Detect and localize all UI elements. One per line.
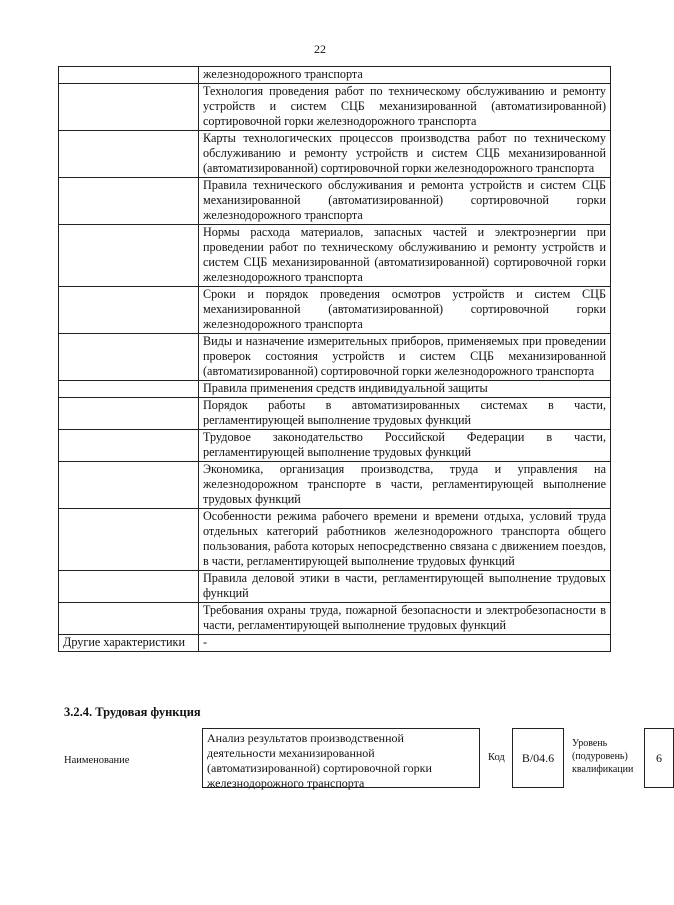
page-number: 22 bbox=[314, 42, 326, 56]
table-row bbox=[59, 462, 611, 509]
row-text-cell: Технология проведения работ по техническому обслуживанию и ремонту устройств и систем СЦБ механизированной (автоматизированной) сортировочной горки железнодорожного транспорта bbox=[199, 84, 611, 131]
row-text-cell: Порядок работы в автоматизированных системах в части, регламентирующей выполнение трудовых функций bbox=[199, 398, 611, 430]
row-text-cell: Виды и назначение измерительных приборов, применяемых при проведении проверок состояния устройств и систем СЦБ механизированной (автоматизированной) сортировочной горки железнодорожного транспорта bbox=[199, 334, 611, 381]
row-text-cell: железнодорожного транспорта bbox=[199, 67, 611, 84]
section-title: 3.2.4. Трудовая функция bbox=[64, 705, 201, 719]
row-text-cell: Требования охраны труда, пожарной безопасности и электробезопасности в части, регламентирующей выполнение трудовых функций bbox=[199, 603, 611, 635]
row-label-cell bbox=[59, 178, 199, 225]
table-row bbox=[59, 398, 611, 430]
function-code-box: В/04.6 bbox=[512, 728, 564, 788]
row-label-cell bbox=[59, 131, 199, 178]
row-label-cell bbox=[59, 381, 199, 398]
name-label: Наименование bbox=[64, 755, 130, 766]
row-label-cell bbox=[59, 84, 199, 131]
table-row bbox=[59, 225, 611, 287]
table-row bbox=[59, 381, 611, 398]
row-text-cell: Правила деловой этики в части, регламентирующей выполнение трудовых функций bbox=[199, 571, 611, 603]
row-label-cell bbox=[59, 509, 199, 571]
row-text-cell: Нормы расхода материалов, запасных частей и электроэнергии при проведении работ по техническому обслуживанию и ремонту устройств и систем СЦБ механизированной (автоматизированной) сортировочной горки железнодорожного транспорта bbox=[199, 225, 611, 287]
row-text-cell: Трудовое законодательство Российской Федерации в части, регламентирующей выполнение трудовых функций bbox=[199, 430, 611, 462]
qualification-level-box: 6 bbox=[644, 728, 674, 788]
row-text-cell: Правила технического обслуживания и ремонта устройств и систем СЦБ механизированной (автоматизированной) сортировочной горки железнодорожного транспорта bbox=[199, 178, 611, 225]
table-row bbox=[59, 178, 611, 225]
knowledge-table-container bbox=[58, 66, 611, 652]
row-label-cell bbox=[59, 287, 199, 334]
row-text-cell: Особенности режима рабочего времени и времени отдыха, условий труда отдельных категорий работников железнодорожного транспорта общего пользования, работа которых непосредственно связана с движением поездов, в части, регламентирующей выполнение трудовых функций bbox=[199, 509, 611, 571]
row-label-cell bbox=[59, 225, 199, 287]
knowledge-table-body bbox=[59, 67, 611, 652]
row-label-cell bbox=[59, 67, 199, 84]
table-row bbox=[59, 603, 611, 635]
table-row bbox=[59, 430, 611, 462]
knowledge-table bbox=[58, 66, 611, 652]
table-row bbox=[59, 131, 611, 178]
row-label-cell bbox=[59, 462, 199, 509]
table-row bbox=[59, 67, 611, 84]
row-label-cell: Другие характеристики bbox=[59, 635, 199, 652]
code-label: Код bbox=[488, 752, 505, 763]
table-row bbox=[59, 635, 611, 652]
table-row bbox=[59, 287, 611, 334]
table-row bbox=[59, 84, 611, 131]
table-row bbox=[59, 334, 611, 381]
qualification-level-label: Уровень (подуровень) квалификации bbox=[572, 738, 634, 775]
row-text-cell: - bbox=[199, 635, 611, 652]
row-label-cell bbox=[59, 430, 199, 462]
row-label-cell bbox=[59, 334, 199, 381]
row-text-cell: Экономика, организация производства, труда и управления на железнодорожном транспорте в части, регламентирующей выполнение трудовых функций bbox=[199, 462, 611, 509]
row-text-cell: Карты технологических процессов производства работ по техническому обслуживанию и ремонту устройств и систем СЦБ механизированной (автоматизированной) сортировочной горки железнодорожного транспорта bbox=[199, 131, 611, 178]
function-name-box: Анализ результатов производственной деятельности механизированной (автоматизированной) сортировочной горки железнодорожного транспорта bbox=[202, 728, 480, 788]
row-text-cell: Сроки и порядок проведения осмотров устройств и систем СЦБ механизированной (автоматизированной) сортировочной горки железнодорожного транспорта bbox=[199, 287, 611, 334]
row-text-cell: Правила применения средств индивидуальной защиты bbox=[199, 381, 611, 398]
function-header-row bbox=[62, 728, 662, 790]
row-label-cell bbox=[59, 398, 199, 430]
row-label-cell bbox=[59, 603, 199, 635]
row-label-cell bbox=[59, 571, 199, 603]
table-row bbox=[59, 509, 611, 571]
table-row bbox=[59, 571, 611, 603]
